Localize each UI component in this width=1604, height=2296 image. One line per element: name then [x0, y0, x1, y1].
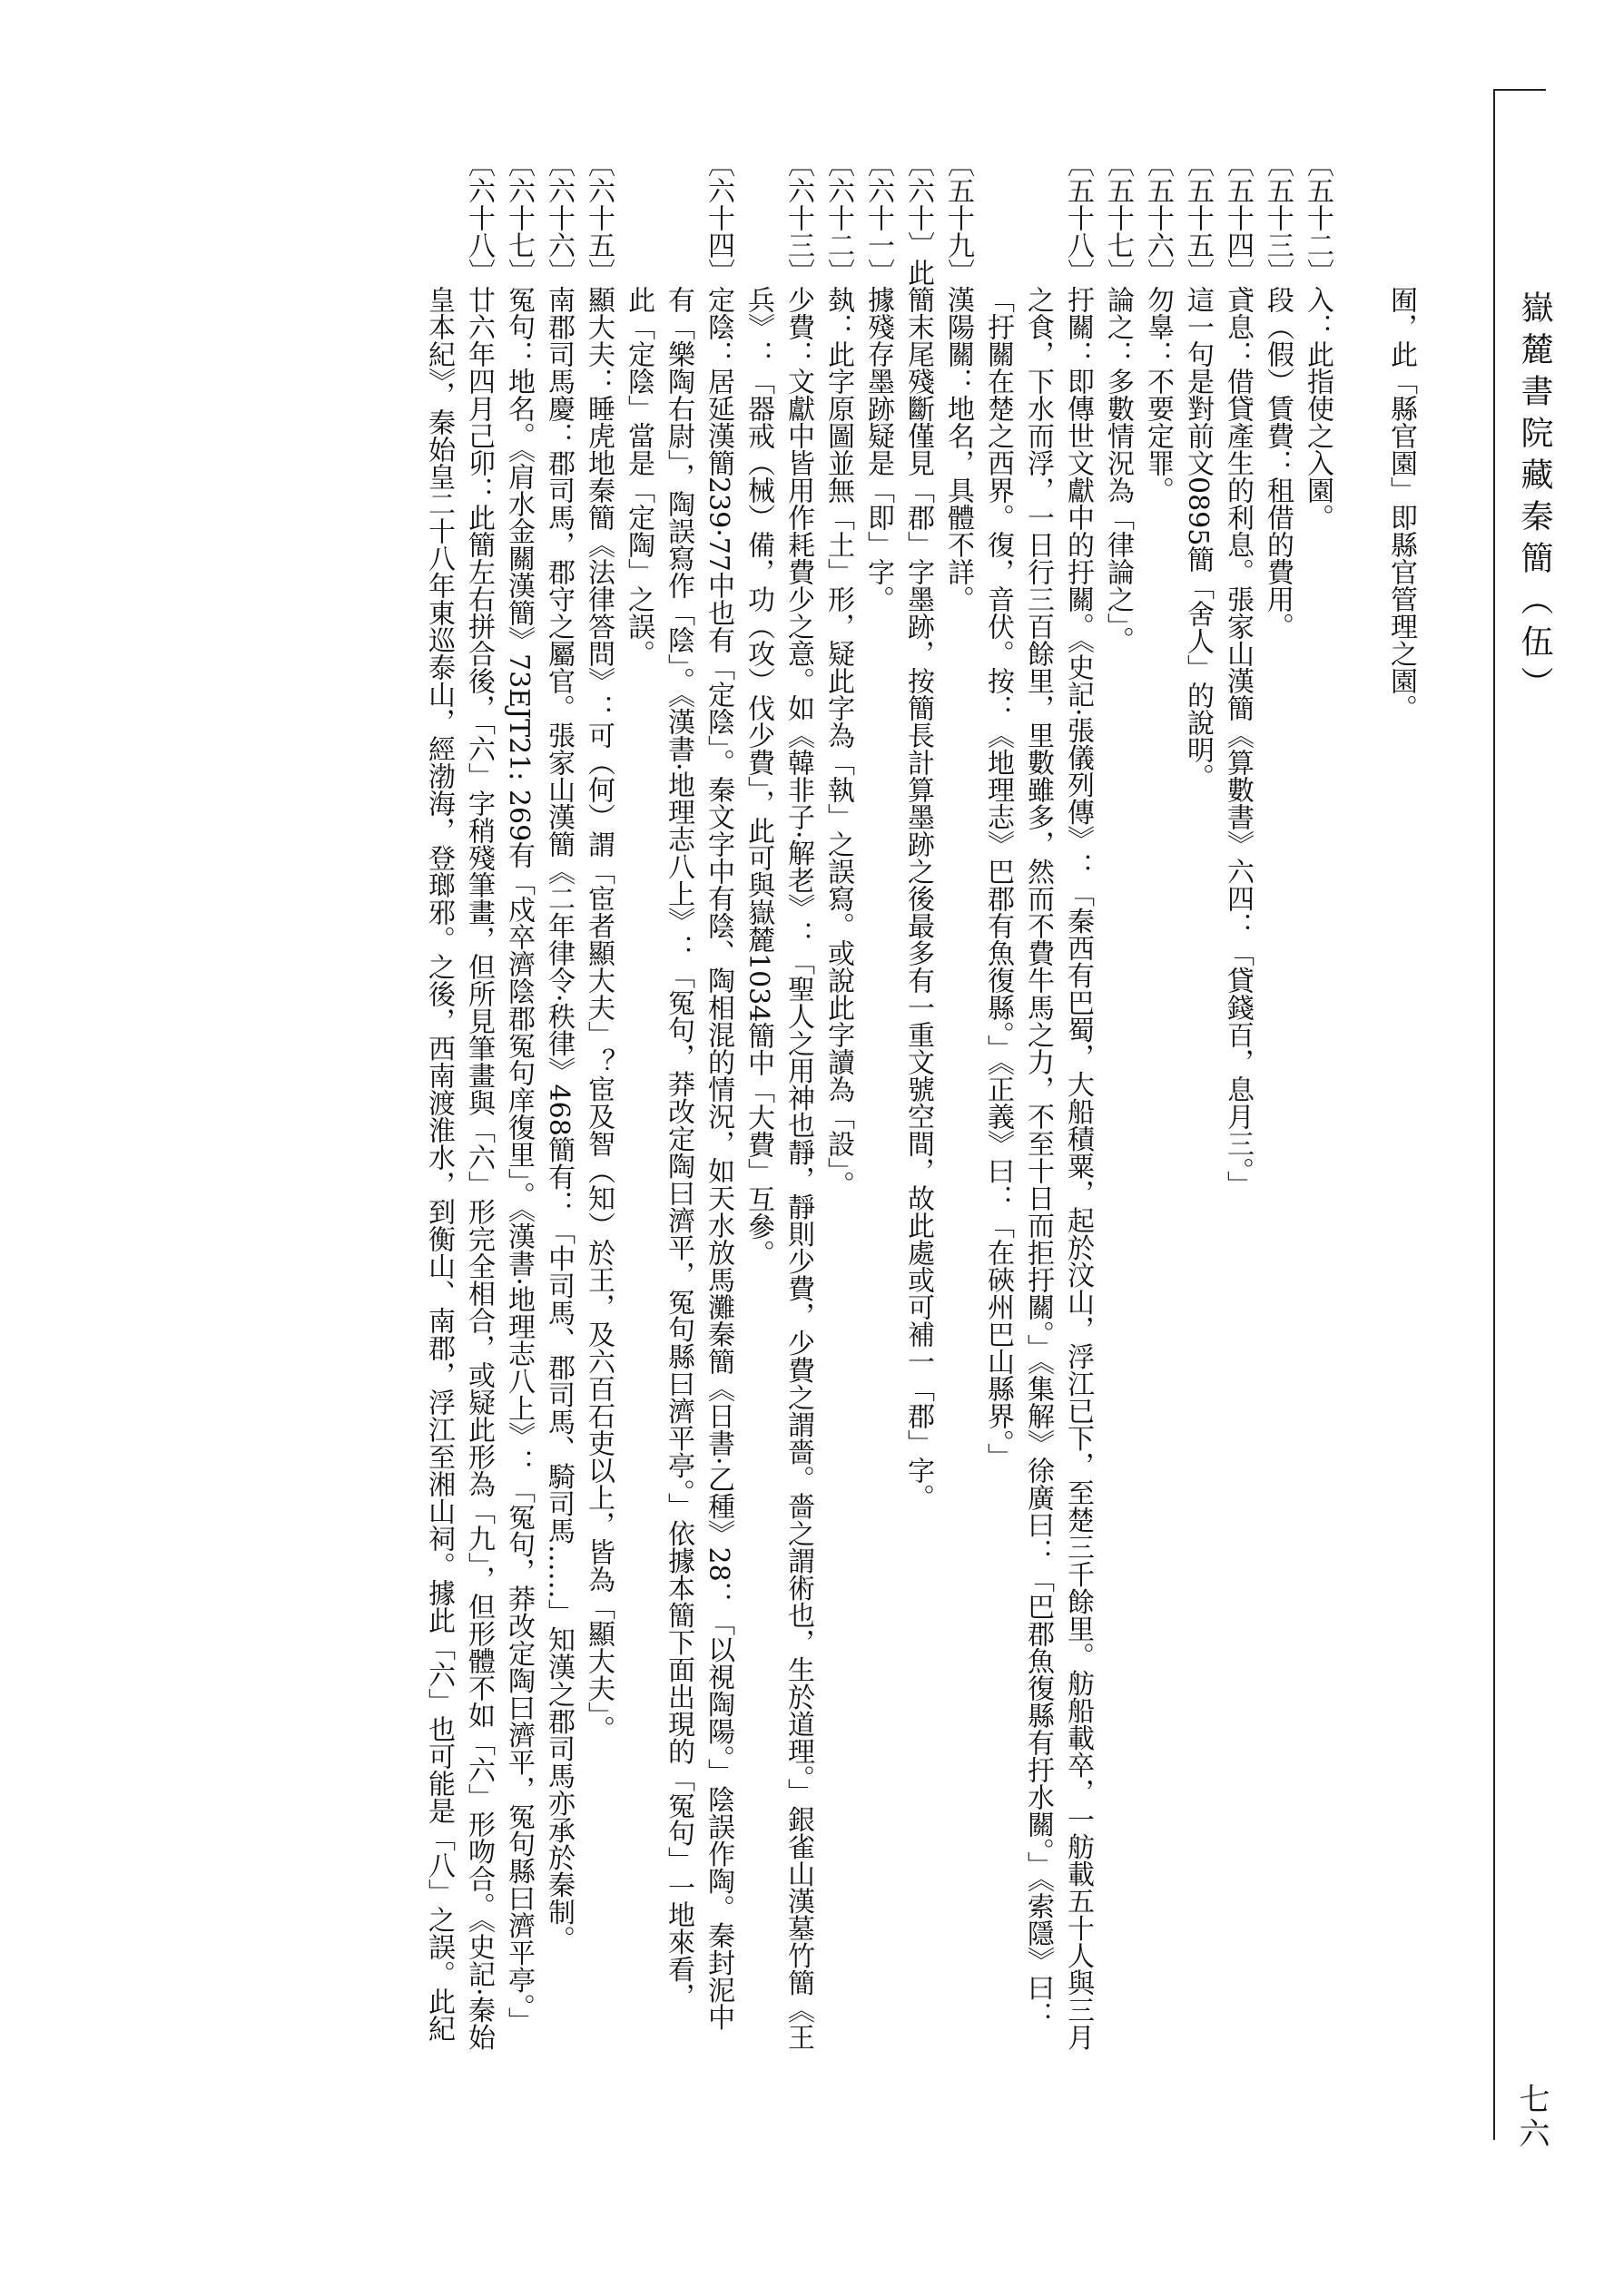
note-62: 〔六十二〕埶：此字原圖並無「土」形，疑此字為「執」之誤寫。或說此字讀為「設」。 — [822, 150, 854, 1198]
note-column — [1341, 150, 1381, 2160]
note-67: 〔六十七〕冤句：地名。《肩水金關漢簡》73EJT21: 269有「戍卒濟陰郡冤句庠復里」。《漢書·地理志八上》：「冤句，莽改定陶曰濟平，冤句縣曰濟平亭。」 — [503, 150, 535, 2035]
note-66: 〔六十六〕南郡司馬慶：郡司馬，郡守之屬官。張家山漢簡《二年律令·秩律》468簡有：「中司馬、郡司馬、騎司馬……」知漢之郡司馬亦承於秦制。 — [543, 150, 575, 1953]
note-53: 〔五十三〕段（假）賃費：租借的費用。 — [1262, 150, 1294, 640]
note-58-cont: 「扜關在楚之西界。復，音伏。按：《地理志》巴郡有魚復縣。」《正義》曰：「在硤州巴山縣界。」 — [982, 286, 1014, 1470]
note-59: 〔五十九〕漢陽關：地名，具體不詳。 — [942, 150, 974, 613]
note-60: 〔六十〕此簡末尾殘斷僅見「郡」字墨跡，按簡長計算墨跡之後最多有一重文號空間，故此處或可補一「郡」字。 — [902, 150, 934, 1511]
note-63-cont: 兵》：「器戒（械）備，功（攻）伐少費」，此可與嶽麓1034簡中「大費」互參。 — [743, 286, 774, 1268]
header-rule — [1493, 89, 1546, 91]
note-column: 囿，此「縣官園」即縣官管理之園。 — [1385, 286, 1417, 721]
note-52: 〔五十二〕入：此指使之入園。 — [1302, 150, 1333, 531]
note-64-cont: 此「定陰」當是「定陶」之誤。 — [623, 286, 654, 667]
note-58: 〔五十八〕扜關：即傳世文獻中的扜關。《史記·張儀列傳》：「秦西有巴蜀，大船積粟，起於汶山，浮江已下，至楚三千餘里。舫船載卒，一舫載五十人與三月 — [1062, 150, 1094, 2051]
note-55: 〔五十五〕這一句是對前文0895簡「舍人」的說明。 — [1182, 150, 1214, 791]
margin-rule — [1493, 89, 1495, 2140]
note-64: 〔六十四〕定陰：居延漢簡239·77中也有「定陰」。秦文字中有陰、陶相混的情況，如天水放馬灘秦簡《日書·乙種》28：「以視陶陽。」陰誤作陶。秦封泥中 — [703, 150, 734, 2031]
note-63: 〔六十三〕少費：文獻中皆用作耗費少之意。如《韓非子·解老》：「聖人之用神也靜，靜則少費，少費之謂嗇。嗇之謂術也，生於道理。」銀雀山漢墓竹簡《王 — [782, 150, 814, 2051]
note-68: 〔六十八〕廿六年四月己卯：此簡左右拼合後，「六」字稍殘筆畫，但所見筆畫與「六」形完全相合，或疑此形為「九」，但形體不如「六」形吻合。《史記·秦始 — [463, 150, 495, 2051]
note-56: 〔五十六〕勿辠：不要定罪。 — [1142, 150, 1174, 504]
note-68-cont: 皇本紀》，秦始皇二十八年東巡泰山，經渤海，登瑯邪。之後，西南渡淮水，到衡山、南郡，浮江至湘山祠。據此「六」也可能是「八」之誤。此紀 — [423, 286, 455, 2042]
note-64-cont: 有「樂陶右尉」，陶誤寫作「陰」。《漢書·地理志八上》：「冤句，莽改定陶曰濟平，冤句縣曰濟平亭。」依據本簡下面出現的「冤句」一地來看， — [663, 286, 694, 2010]
page-number: 七六 — [1513, 2083, 1550, 2152]
note-54: 〔五十四〕貣息：借貸產生的利息。張家山漢簡《算數書》六四：「貸錢百，息月三。」 — [1222, 150, 1254, 1198]
note-58-cont: 之食，下水而浮，一日行三百餘里，里數雖多，然而不費牛馬之力，不至十日而拒扜關。」《集解》徐廣曰：「巴郡魚復縣有扜水關。」《索隱》曰： — [1022, 286, 1054, 2028]
note-65: 〔六十五〕顯大夫：睡虎地秦簡《法律答問》：可（何）謂「宦者顯大夫」？宦及智（知）於王，及六百石吏以上，皆為「顯大夫」。 — [583, 150, 615, 1742]
note-61: 〔六十一〕據殘存墨跡疑是「即」字。 — [862, 150, 894, 613]
running-head: 嶽麓書院藏秦簡（伍） — [1516, 290, 1553, 708]
note-57: 〔五十七〕論之：多數情況為「律論之」。 — [1102, 150, 1134, 653]
annotation-columns — [213, 150, 1421, 2160]
